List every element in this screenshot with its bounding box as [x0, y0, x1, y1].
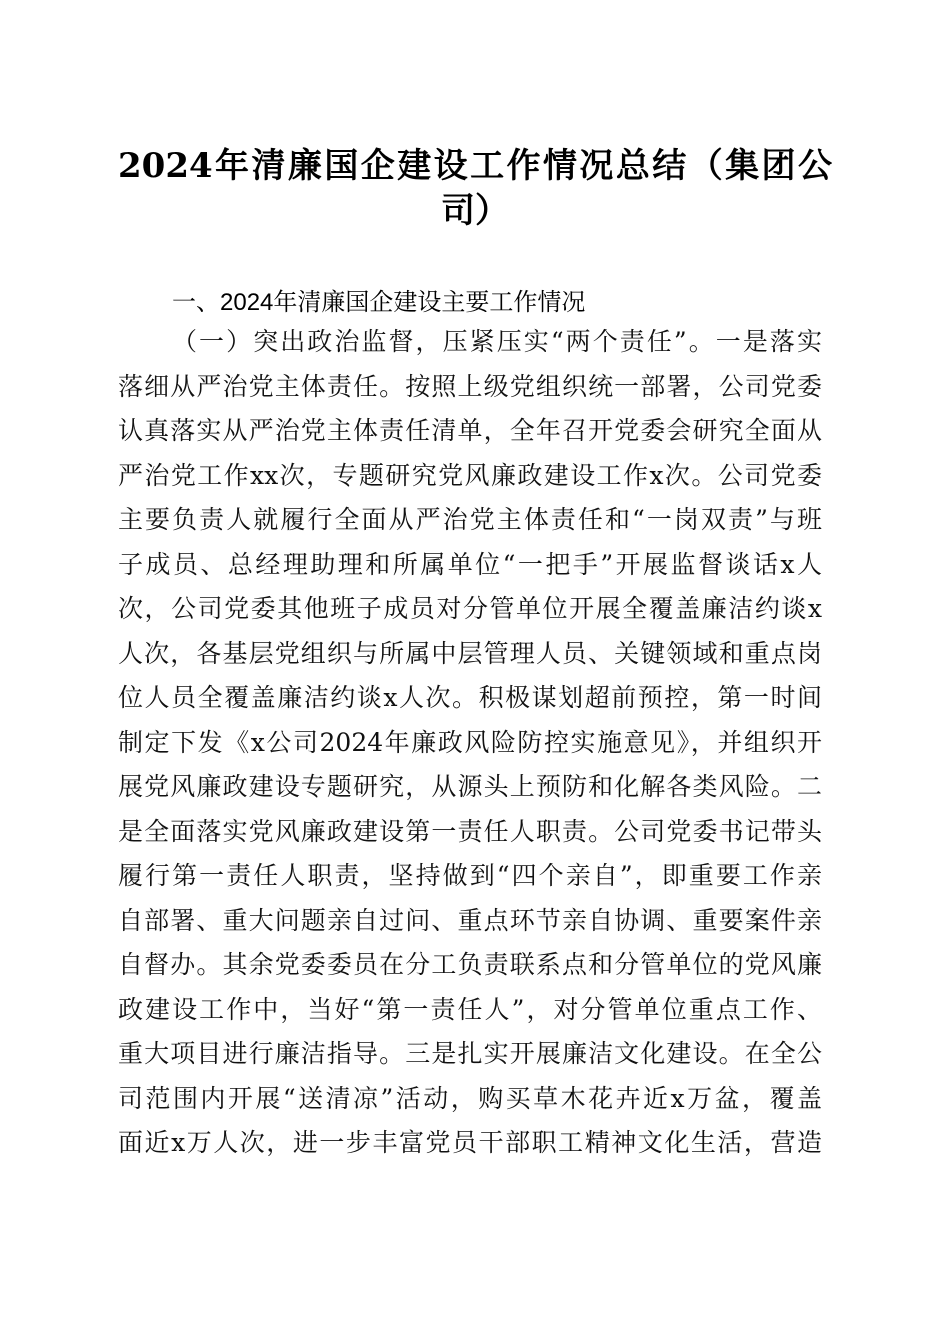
paragraph-line: 重大项目进行廉洁指导。三是扎实开展廉洁文化建设。在全公 — [118, 1039, 822, 1068]
paragraph-line: 制定下发《x公司2024年廉政风险防控实施意见》，并组织开 — [118, 727, 822, 757]
paragraph-line: 落细从严治党主体责任。按照上级党组织统一部署，公司党委 — [118, 371, 822, 401]
paragraph-line: （一）突出政治监督，压紧压实“两个责任”。一是落实 — [172, 327, 822, 356]
paragraph-line: 次，公司党委其他班子成员对分管单位开展全覆盖廉洁约谈x — [118, 594, 822, 623]
paragraph-line: 严治党工作xx次，专题研究党风廉政建设工作x次。公司党委 — [118, 460, 822, 490]
paragraph-line: 主要负责人就履行全面从严治党主体责任和“一岗双责”与班 — [118, 505, 822, 534]
paragraph-line: 自督办。其余党委委员在分工负责联系点和分管单位的党风廉 — [118, 950, 822, 979]
paragraph-line: 履行第一责任人职责，坚持做到“四个亲自”，即重要工作亲 — [118, 861, 822, 890]
paragraph-line: 政建设工作中，当好“第一责任人”，对分管单位重点工作、 — [118, 994, 822, 1024]
paragraph-line: 子成员、总经理助理和所属单位“一把手”开展监督谈话x人 — [118, 549, 822, 579]
paragraph-line: 展党风廉政建设专题研究，从源头上预防和化解各类风险。二 — [118, 772, 822, 801]
section-heading: 一、2024年清廉国企建设主要工作情况 — [172, 289, 586, 316]
paragraph-line: 人次，各基层党组织与所属中层管理人员、关键领域和重点岗 — [118, 638, 822, 668]
paragraph-line: 是全面落实党风廉政建设第一责任人职责。公司党委书记带头 — [118, 816, 822, 846]
body-paragraph — [118, 320, 822, 1166]
paragraph-line: 面近x万人次，进一步丰富党员干部职工精神文化生活，营造 — [118, 1128, 822, 1157]
paragraph-line: 自部署、重大问题亲自过问、重点环节亲自协调、重要案件亲 — [118, 905, 822, 935]
paragraph-line: 司范围内开展“送清凉”活动，购买草木花卉近x万盆，覆盖 — [118, 1083, 822, 1113]
paragraph-line: 位人员全覆盖廉洁约谈x人次。积极谋划超前预控，第一时间 — [118, 683, 822, 712]
document-title-line-2: 司） — [441, 191, 509, 231]
document-title-line-1: 2024年清廉国企建设工作情况总结（集团公 — [118, 146, 832, 186]
paragraph-line: 认真落实从严治党主体责任清单，全年召开党委会研究全面从 — [118, 416, 822, 445]
